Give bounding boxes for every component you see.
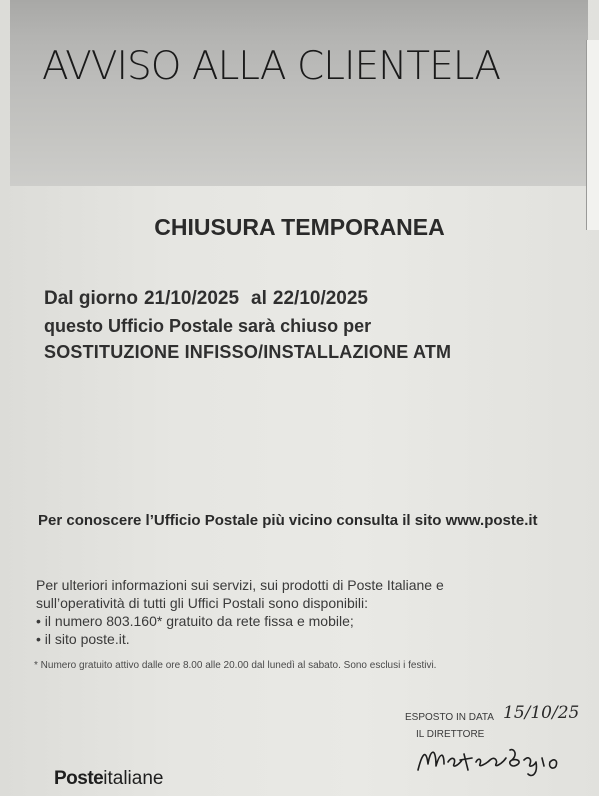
posted-date-label: ESPOSTO IN DATA — [405, 712, 494, 723]
to-date: 22/10/2025 — [272, 288, 368, 309]
info-line: sull’operatività di tutti gli Uffici Postali sono disponibili: — [36, 595, 369, 611]
poste-italiane-logo: Posteitaliane — [54, 768, 164, 789]
adjacent-sheet-edge — [586, 40, 599, 230]
header-band — [10, 0, 588, 186]
closure-heading: CHIUSURA TEMPORANEA — [154, 214, 445, 240]
to-prefix: al — [251, 288, 267, 309]
from-prefix: Dal giorno — [44, 288, 138, 309]
from-date: 21/10/2025 — [143, 288, 240, 309]
footnote: * Numero gratuito attivo dalle ore 8.00 alle 20.00 dal lunedì al sabato. Sono esclusi i festivi. — [34, 660, 437, 671]
nearest-office-text: Per conoscere l’Ufficio Postale più vicino consulta il sito www.poste.it — [38, 512, 538, 529]
director-signature — [414, 740, 584, 780]
info-block — [36, 576, 576, 648]
info-bullet-site: • il sito poste.it. — [36, 631, 130, 647]
office-closed-text: questo Ufficio Postale sarà chiuso per — [44, 316, 372, 336]
director-label: IL DIRETTORE — [416, 729, 485, 740]
closure-dates — [44, 288, 374, 310]
closure-reason: SOSTITUZIONE INFISSO/INSTALLAZIONE ATM — [44, 342, 452, 362]
posted-date-handwritten: 15/10/25 — [503, 703, 580, 723]
notice-title: AVVISO ALLA CLIENTELA — [42, 44, 501, 89]
info-bullet-phone: • il numero 803.160* gratuito da rete fissa e mobile; — [36, 613, 354, 629]
info-line: Per ulteriori informazioni sui servizi, sui prodotti di Poste Italiane e — [36, 577, 444, 593]
